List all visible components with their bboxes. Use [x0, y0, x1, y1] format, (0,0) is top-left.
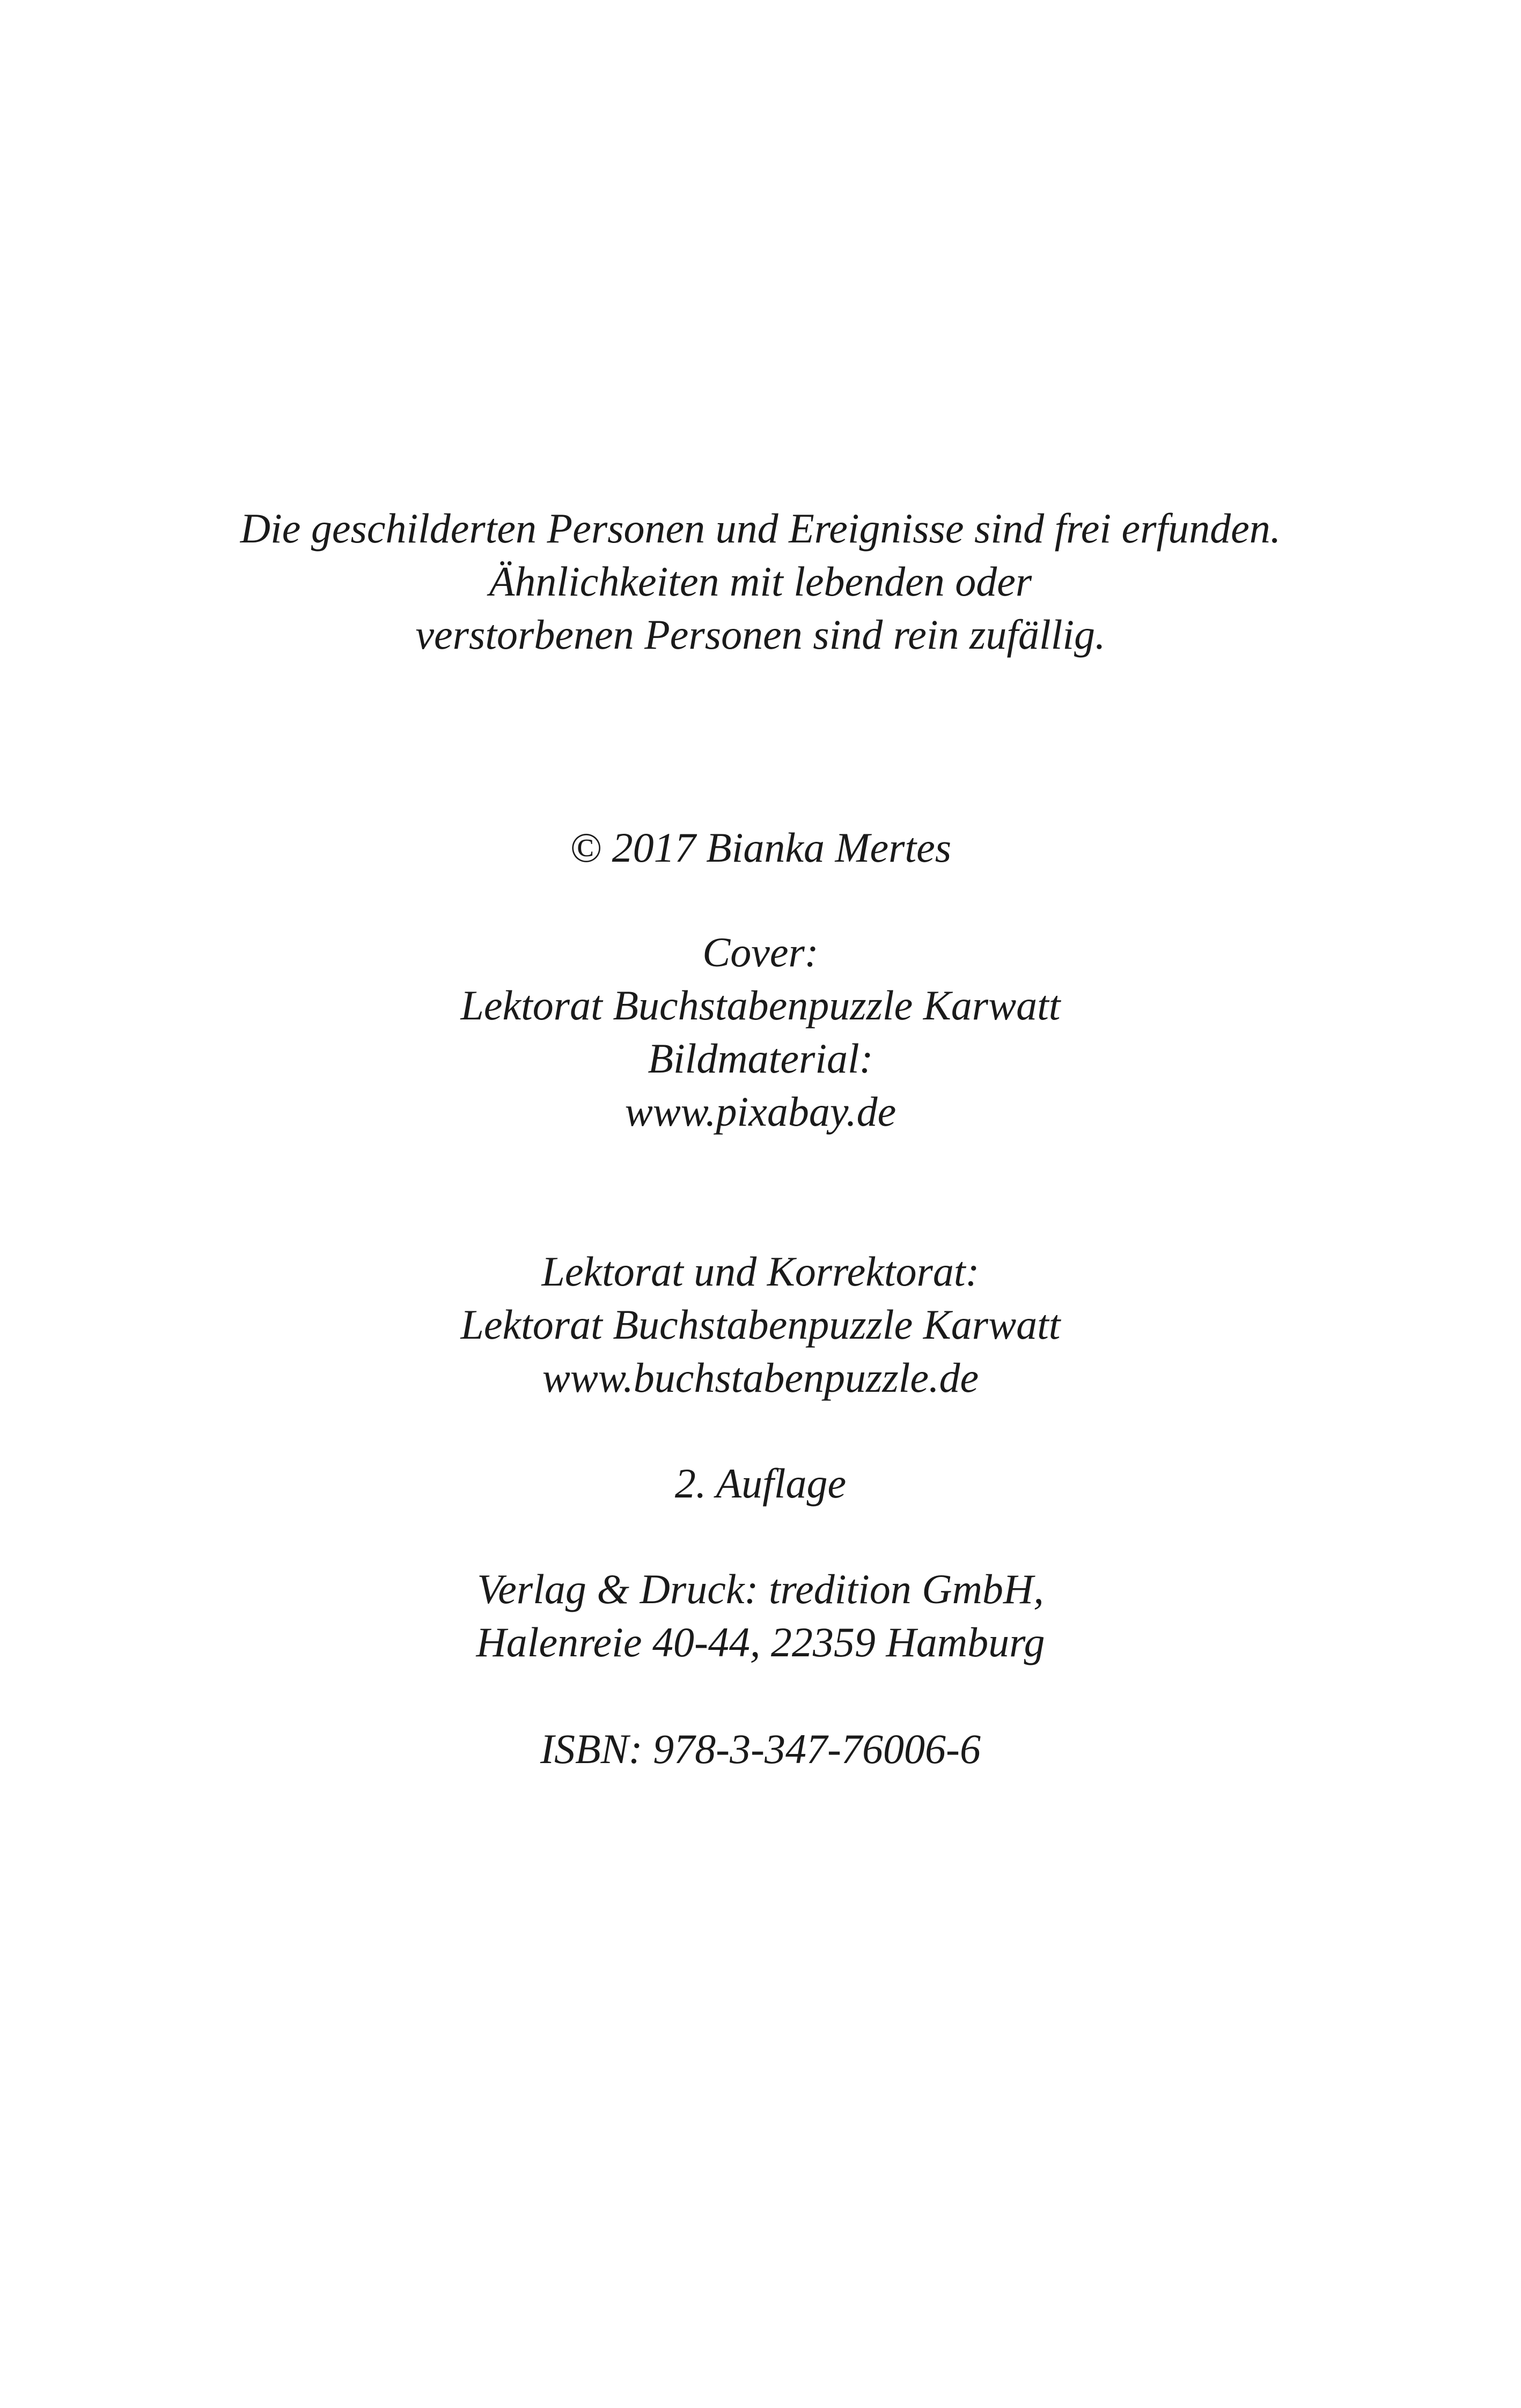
publisher-line-2: Halenreie 40-44, 22359 Hamburg	[476, 1619, 1045, 1665]
editing-credit: Lektorat Buchstabenpuzzle Karwatt	[460, 1301, 1061, 1348]
isbn-info	[0, 1722, 1521, 1775]
editing-credits	[0, 1245, 1521, 1404]
edition-info	[0, 1457, 1521, 1510]
cover-credits	[0, 926, 1521, 1138]
editing-label: Lektorat und Korrektorat:	[541, 1248, 980, 1295]
isbn-text: ISBN: 978-3-347-76006-6	[540, 1726, 981, 1772]
cover-credit: Lektorat Buchstabenpuzzle Karwatt	[460, 982, 1061, 1029]
copyright-text: © 2017 Bianka Mertes	[569, 824, 952, 871]
disclaimer-line-1: Die geschilderten Personen und Ereignisse sind frei erfunden.	[240, 505, 1281, 552]
disclaimer-line-2: Ähnlichkeiten mit lebenden oder	[489, 558, 1032, 605]
disclaimer-line-3: verstorbenen Personen sind rein zufällig.	[415, 611, 1106, 658]
image-material-label: Bildmaterial:	[648, 1035, 873, 1082]
image-material-source: www.pixabay.de	[624, 1088, 897, 1135]
copyright-notice	[0, 821, 1521, 874]
cover-label: Cover:	[702, 929, 819, 975]
edition-text: 2. Auflage	[674, 1460, 847, 1507]
editing-website: www.buchstabenpuzzle.de	[542, 1354, 979, 1401]
publisher-line-1: Verlag & Druck: tredition GmbH,	[477, 1566, 1044, 1612]
fiction-disclaimer	[0, 502, 1521, 661]
publisher-info	[0, 1562, 1521, 1669]
